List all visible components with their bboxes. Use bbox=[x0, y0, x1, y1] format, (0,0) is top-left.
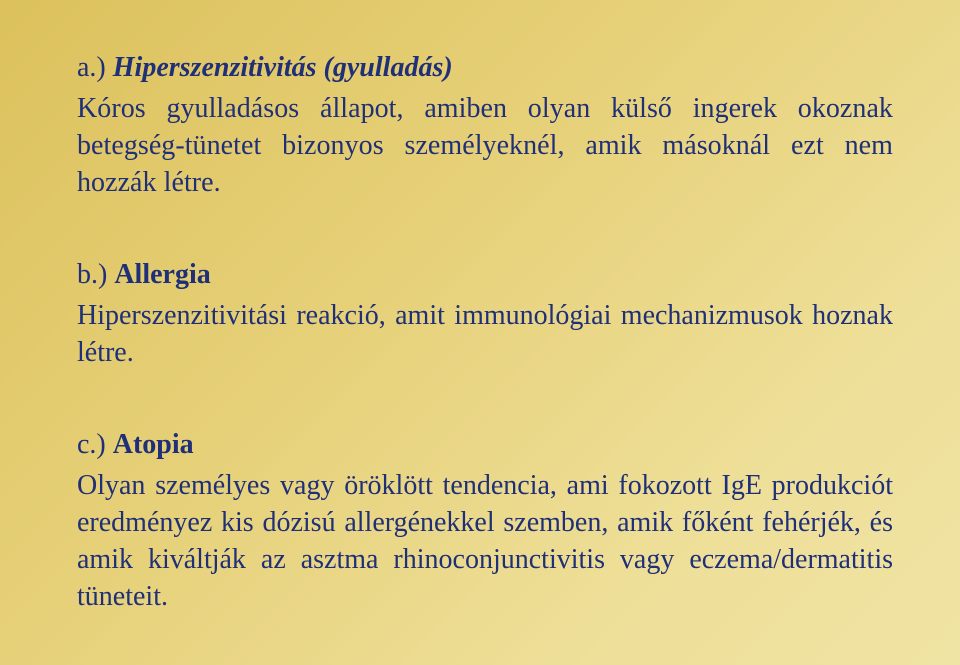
section-title: Allergia bbox=[114, 259, 211, 290]
section-heading bbox=[77, 257, 893, 293]
section-prefix: c.) bbox=[77, 429, 106, 460]
section-heading bbox=[77, 427, 893, 463]
section-title: Atopia bbox=[112, 429, 194, 460]
section-prefix: a.) bbox=[77, 52, 106, 83]
section-prefix: b.) bbox=[77, 259, 108, 290]
section-heading bbox=[77, 50, 893, 86]
section-atopy bbox=[77, 427, 893, 615]
section-title: Hiperszenzitivitás (gyulladás) bbox=[112, 52, 453, 83]
section-hypersensitivity bbox=[77, 50, 893, 201]
section-definition: Kóros gyulladásos állapot, amiben olyan külső ingerek okoznak betegség-tünetet bizonyos személyeknél, amik másoknál ezt nem hozzák létre. bbox=[77, 93, 893, 198]
section-definition: Hiperszenzitivitási reakció, amit immunológiai mechanizmusok hoznak létre. bbox=[77, 300, 893, 368]
section-allergy bbox=[77, 257, 893, 371]
section-definition: Olyan személyes vagy öröklött tendencia, ami fokozott IgE produkciót eredményez kis dózisú allergénekkel szemben, amik főként fehérjék, és amik kiváltják az asztma rhinoconjunctivitis vagy eczema/dermatitis tüneteit. bbox=[77, 470, 893, 612]
